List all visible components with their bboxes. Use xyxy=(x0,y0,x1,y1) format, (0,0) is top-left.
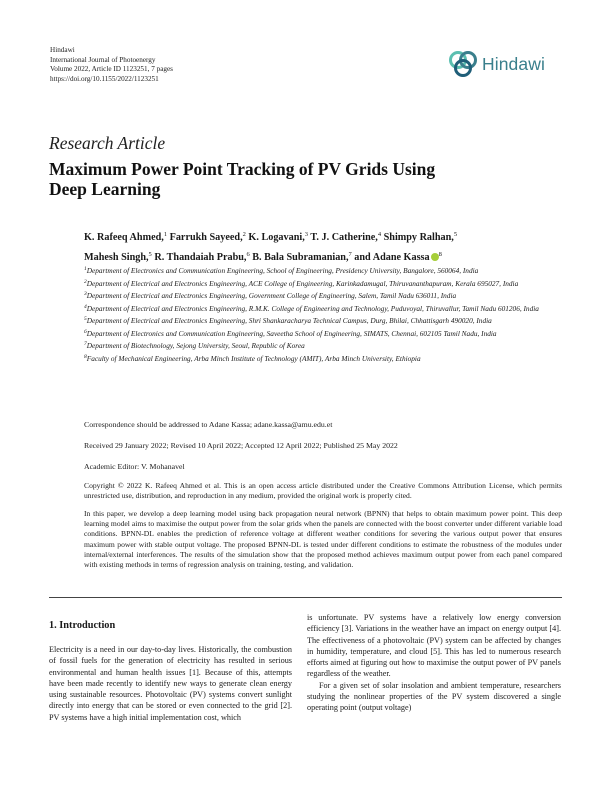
affiliation: $^8$Faculty of Mechanical Engineering, Arba Minch Institute of Technology (AMIT), Arba Minch University, Ethiopia xyxy=(84,353,421,363)
journal-meta xyxy=(50,46,173,84)
logo-text: Hindawi xyxy=(482,53,545,74)
affiliation: $^4$Department of Electrical and Electronics Engineering, R.M.K. College of Engineering and Technology, Puduvoyal, Thiruvallur, Tamil Nadu 601206, India xyxy=(84,303,539,313)
affiliation: $^2$Department of Electrical and Electronics Engineering, ACE College of Engineering, Karinkadamugal, Thiruvananthapuram, Kerala 695027, India xyxy=(84,278,519,288)
journal-name: International Journal of Photoenergy xyxy=(50,55,156,64)
body-paragraph: Electricity is a need in our day-to-day lives. Historically, the combustion of fossil fuels for the generation of electricity has resulted in serious environmental and human health issues [1]. Because of this, attempts have been made recently to identify new ways to generate clean energy using sustainable resources. Photovoltaic (PV) systems convert sunlight directly into energy that can be stored or even connected to the grid [2]. PV systems have a high initial implementation cost, which xyxy=(49,645,292,722)
abstract-text: In this paper, we develop a deep learning model using back propagation neural network (BPNN) that helps to obtain maximum power point. This deep learning model aims to maximise the output power from the solar grids when the panels are connected with the boost converter under different variable load conditions. BPNN-DL enables the prediction of reference voltage at different weather conditions for severing the various output power that ensures maximum power with stable output voltage. The proposed BPNN-DL is tested under different conditions to estimate the robustness of the modules under internal/external interferences. The results of the simulation show that the proposed method achieves maximum output power from each panel compared with existing methods in terms of regression analysis on training, testing, and validation. xyxy=(84,509,562,570)
affiliation: $^3$Department of Electrical and Electronics Engineering, Government College of Engineering, Salem, Tamil Nadu 636011, India xyxy=(84,291,457,300)
author[interactable]: K. Rafeeq Ahmed,$^1$ xyxy=(84,231,168,243)
author[interactable]: R. Thandaiah Prabu,$^6$ xyxy=(154,251,250,263)
section-divider xyxy=(49,597,562,598)
hindawi-logo xyxy=(448,44,558,84)
title-line-2: Deep Learning xyxy=(49,179,161,199)
author[interactable]: Shimpy Ralhan,$^5$ xyxy=(383,231,458,243)
affiliation: $^6$Department of Electronics and Communication Engineering, Saveetha School of Engineering, SIMATS, Chennai, 602105 Tamil Nadu, India xyxy=(84,328,497,338)
author[interactable]: Farrukh Sayeed,$^2$ xyxy=(169,231,246,243)
article-type: Research Article xyxy=(49,133,166,153)
title-line-1: Maximum Power Point Tracking of PV Grids Using xyxy=(49,159,436,179)
affiliation: $^7$Department of Biotechnology, Sejong University, Seoul, Republic of Korea xyxy=(84,341,305,350)
author[interactable]: K. Logavani,$^3$ xyxy=(248,231,308,243)
author-list xyxy=(84,226,564,266)
author[interactable]: Mahesh Singh,$^5$ xyxy=(84,251,152,263)
publisher-name: Hindawi xyxy=(50,46,75,54)
doi-link[interactable]: https://doi.org/10.1155/2022/1123251 xyxy=(50,74,159,83)
paper-title xyxy=(49,159,519,199)
body-paragraph: For a given set of solar insolation and ambient temperature, researchers studying the nonlinear properties of the PV system discovered a single operating point (output voltage) xyxy=(307,680,561,713)
volume-info: Volume 2022, Article ID 1123251, 7 pages xyxy=(50,65,173,74)
body-paragraph: is unfortunate. PV systems have a relatively low energy conversion efficiency [3]. Variations in the weather have an impact on energy output [4]. The effectiveness of a photovoltaic (PV) system can be affected by changes in humidity, temperature, and cloud [5]. This has led to numerous research efforts aimed at figuring out how to maximise the output power of PV panels regardless of the weather. xyxy=(307,613,561,679)
section-heading: 1. Introduction xyxy=(49,620,116,631)
author[interactable]: T. J. Catherine,$^4$ xyxy=(310,231,382,243)
hindawi-logo-icon xyxy=(448,50,478,78)
author[interactable]: B. Bala Subramanian,$^7$ xyxy=(252,251,352,263)
affiliations xyxy=(84,264,562,364)
affiliation: $^1$Department of Electronics and Communication Engineering, School of Engineering, Presidency University, Bangalore, 560064, India xyxy=(84,266,479,275)
affiliation: $^5$Department of Electrical and Electronics Engineering, Shri Shankaracharya Technical Campus, Durg, Bhilai, Chhattisgarh 490020, India xyxy=(84,316,492,325)
correspondence-line: Correspondence should be addressed to Adane Kassa; adane.kassa@amu.edu.et xyxy=(84,420,333,429)
copyright-notice: Copyright © 2022 K. Rafeeq Ahmed et al. This is an open access article distributed under the Creative Commons Attribution License, which permits unrestricted use, distribution, and reproduction in any medium, provided the original work is properly cited. xyxy=(84,481,562,501)
author[interactable]: and Adane Kassa $^8$ xyxy=(354,251,442,263)
body-column-left xyxy=(49,644,292,723)
body-column-right xyxy=(307,612,561,714)
academic-editor: Academic Editor: V. Mohanavel xyxy=(84,462,185,471)
orcid-icon[interactable] xyxy=(431,253,439,261)
publication-dates: Received 29 January 2022; Revised 10 April 2022; Accepted 12 April 2022; Published 25 May 2022 xyxy=(84,441,398,450)
